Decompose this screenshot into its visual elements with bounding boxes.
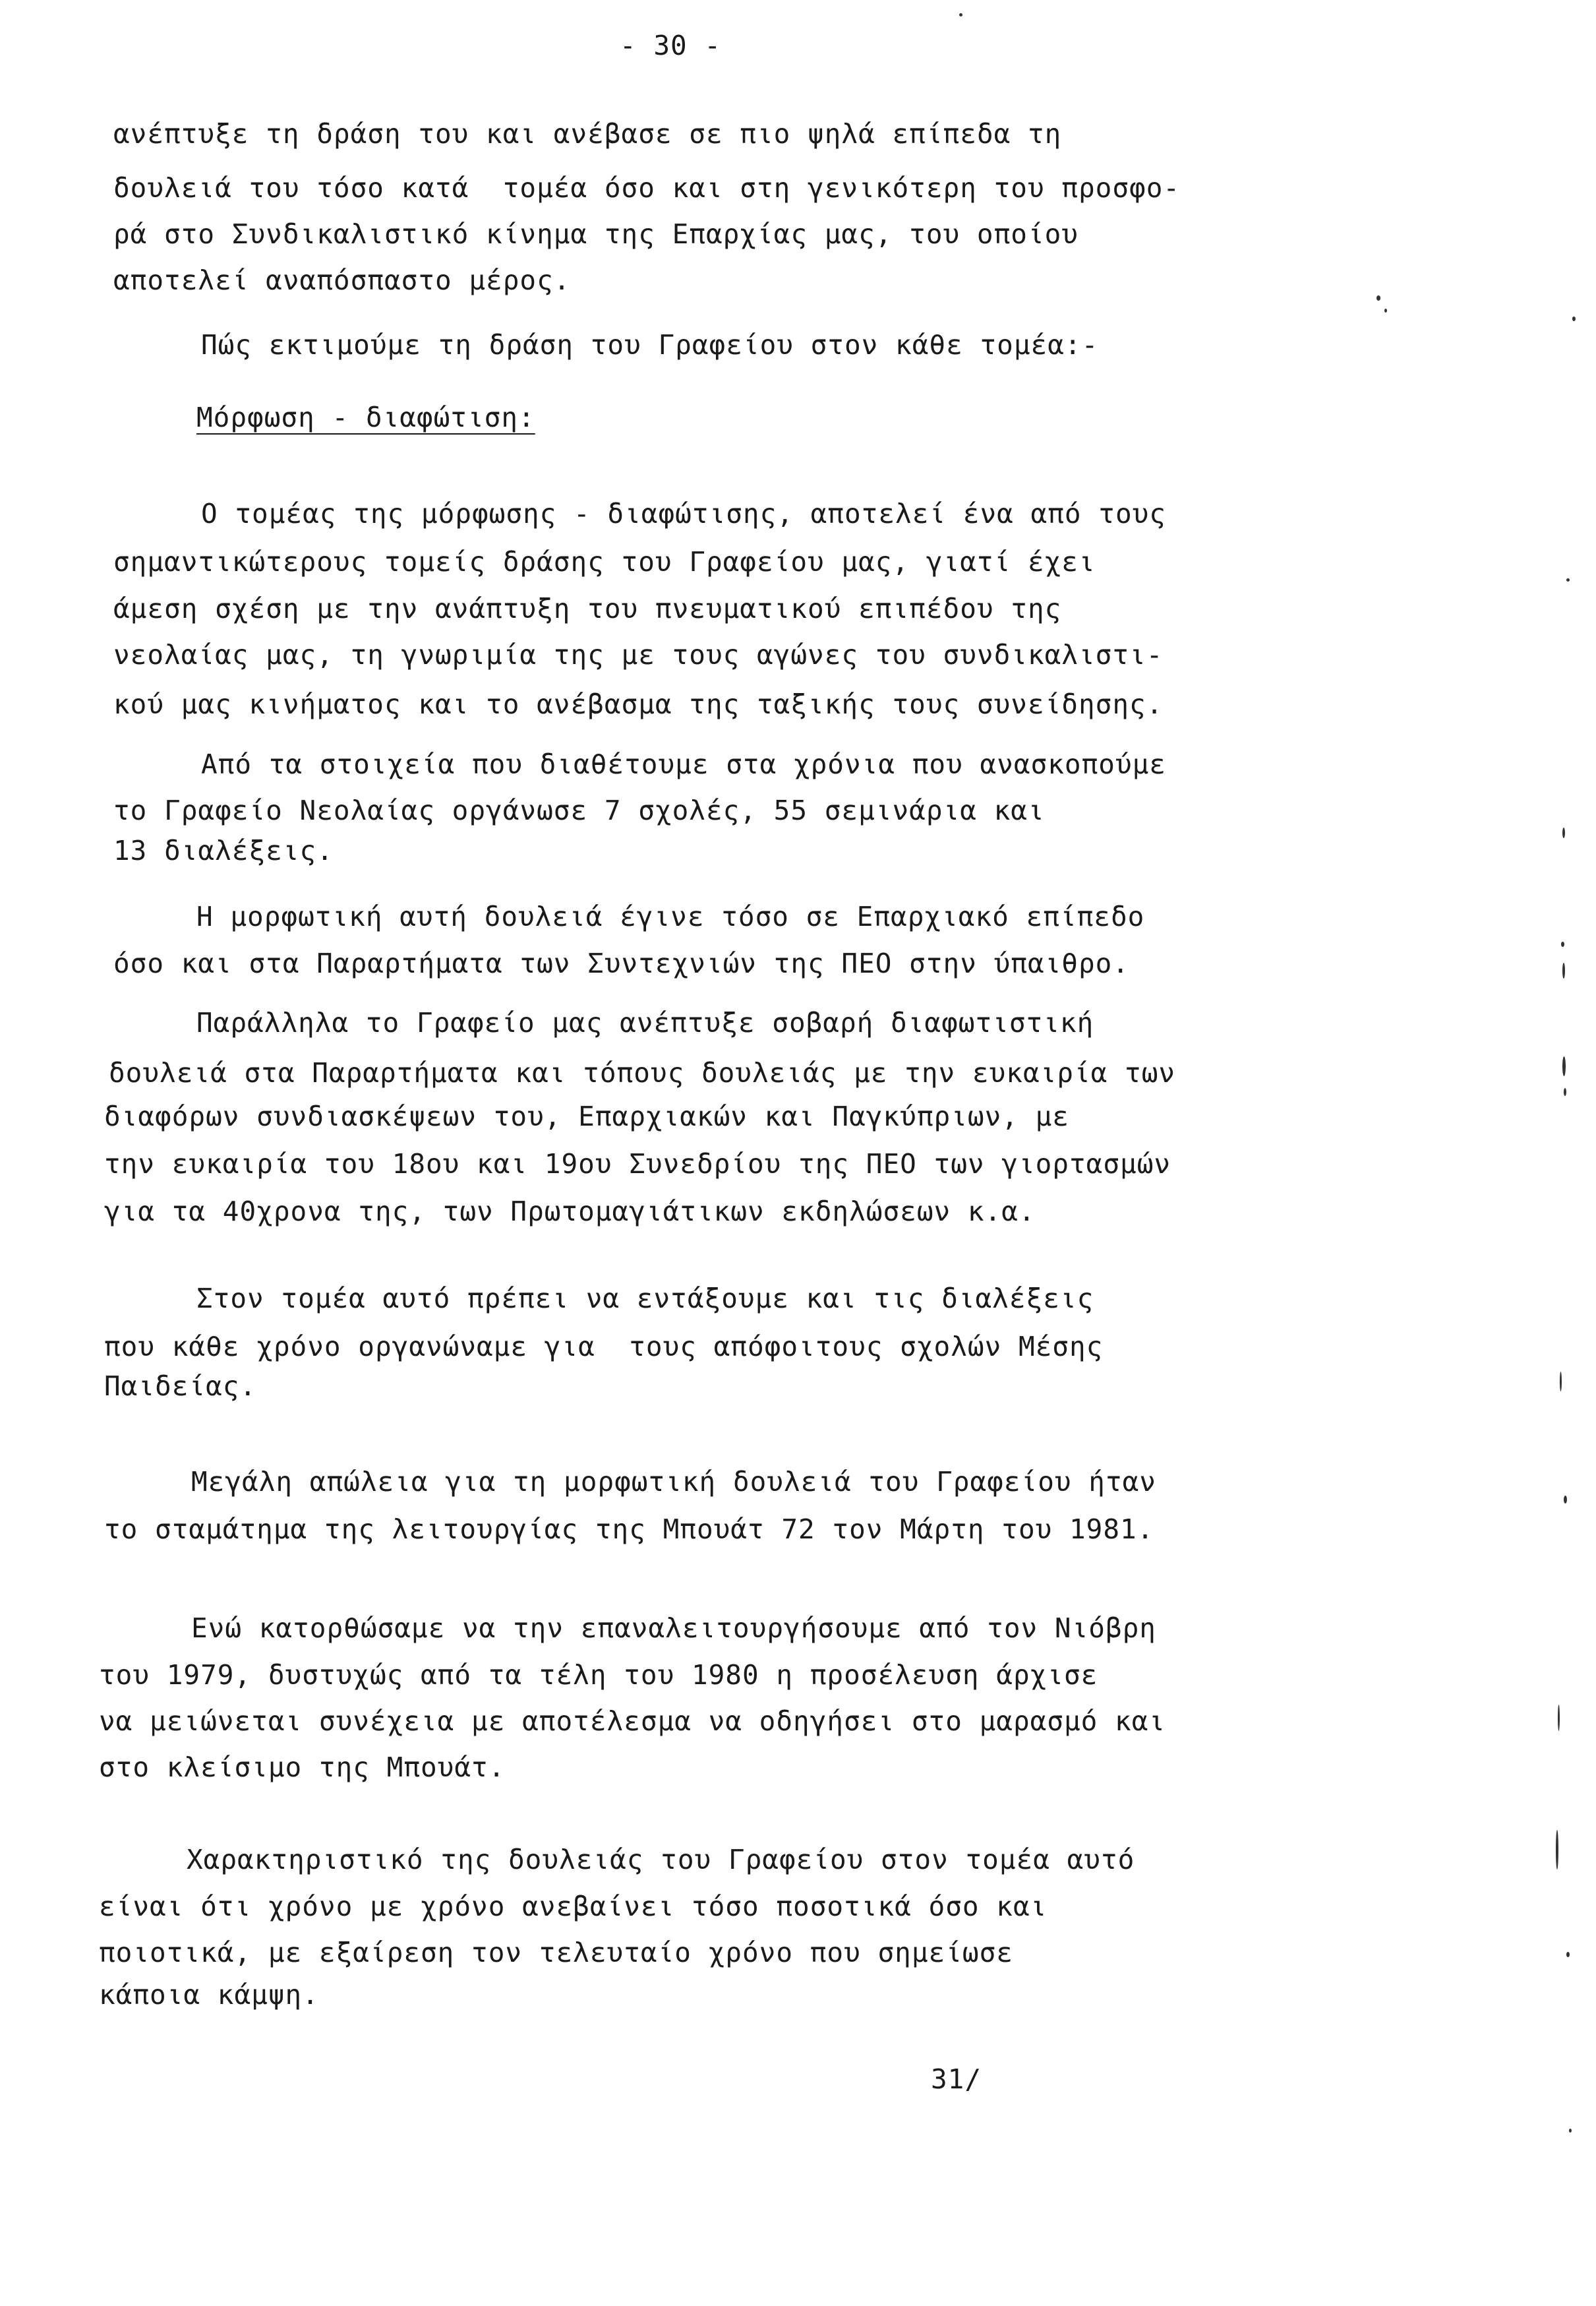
paragraph-2-line-1: Ο τομέας της μόρφωσης - διαφώτισης, αποτελεί ένα από τους bbox=[201, 498, 1166, 530]
paragraph-6-line-1: Στον τομέα αυτό πρέπει να εντάξουμε και τις διαλέξεις bbox=[196, 1283, 1094, 1314]
scan-speck bbox=[1572, 317, 1576, 321]
paragraph-6-line-2: που κάθε χρόνο οργανώναμε για τους απόφοιτους σχολών Μέσης bbox=[104, 1331, 1104, 1362]
paragraph-1-line-3: ρά στο Συνδικαλιστικό κίνημα της Επαρχίας μας, του οποίου bbox=[113, 218, 1079, 250]
paragraph-4-line-1: Η μορφωτική αυτή δουλειά έγινε τόσο σε Επαρχιακό επίπεδο bbox=[196, 901, 1145, 932]
paragraph-5-line-2: δουλειά στα Παραρτήματα και τόπους δουλειάς με την ευκαιρία των bbox=[109, 1057, 1176, 1089]
scan-speck bbox=[1566, 1952, 1570, 1957]
scan-speck bbox=[1384, 309, 1387, 313]
paragraph-1-line-2: δουλειά του τόσο κατά τομέα όσο και στη γενικότερη του προσφο- bbox=[113, 172, 1181, 204]
page-header: - 30 - bbox=[620, 30, 722, 61]
scan-speck bbox=[1562, 828, 1565, 838]
scan-speck bbox=[1564, 1088, 1566, 1096]
paragraph-9-line-4: κάποια κάμψη. bbox=[99, 1979, 319, 2011]
paragraph-2-line-5: κού μας κινήματος και το ανέβασμα της ταξικής τους συνείδησης. bbox=[113, 688, 1164, 720]
paragraph-4-line-2: όσο και στα Παραρτήματα των Συντεχνιών της ΠΕΟ στην ύπαιθρο. bbox=[113, 948, 1130, 979]
paragraph-7-line-2: το σταμάτημα της λειτουργίας της Μπουάτ 72 τον Μάρτη του 1981. bbox=[104, 1513, 1154, 1545]
scan-speck bbox=[1562, 963, 1565, 979]
paragraph-8-line-2: του 1979, δυστυχώς από τα τέλη του 1980 η προσέλευση άρχισε bbox=[99, 1659, 1098, 1691]
paragraph-3-line-1: Από τα στοιχεία που διαθέτουμε στα χρόνια που ανασκοπούμε bbox=[201, 748, 1166, 780]
paragraph-6-line-3: Παιδείας. bbox=[104, 1370, 257, 1402]
paragraph-8-line-1: Ενώ κατορθώσαμε να την επαναλειτουργήσουμε από τον Νιόβρη bbox=[191, 1612, 1156, 1644]
paragraph-2-line-4: νεολαίας μας, τη γνωριμία της με τους αγώνες του συνδικαλιστι- bbox=[113, 639, 1164, 671]
paragraph-8-line-3: να μειώνεται συνέχεια με αποτέλεσμα να οδηγήσει στο μαρασμό και bbox=[99, 1705, 1166, 1737]
intro-question: Πώς εκτιμούμε τη δράση του Γραφείου στον κάθε τομέα:- bbox=[201, 329, 1099, 361]
scan-speck bbox=[1561, 942, 1564, 947]
scan-speck bbox=[1376, 295, 1380, 301]
scan-speck bbox=[1569, 2129, 1572, 2133]
paragraph-8-line-4: στο κλείσιμο της Μπουάτ. bbox=[99, 1751, 506, 1783]
scan-speck bbox=[1562, 1056, 1566, 1076]
paragraph-3-line-2: το Γραφείο Νεολαίας οργάνωσε 7 σχολές, 55 σεμινάρια και bbox=[113, 795, 1045, 826]
paragraph-2-line-2: σημαντικώτερους τομείς δράσης του Γραφείου μας, γιατί έχει bbox=[113, 546, 1096, 578]
scan-speck bbox=[1564, 1496, 1567, 1503]
paragraph-7-line-1: Μεγάλη απώλεια για τη μορφωτική δουλειά του Γραφείου ήταν bbox=[191, 1466, 1156, 1498]
paragraph-1-line-4: αποτελεί αναπόσπαστο μέρος. bbox=[113, 264, 571, 296]
paragraph-5-line-5: για τα 40χρονα της, των Πρωτομαγιάτικων εκδηλώσεων κ.α. bbox=[104, 1196, 1036, 1227]
paragraph-5-line-3: διαφόρων συνδιασκέψεων του, Επαρχιακών και Παγκύπριων, με bbox=[104, 1101, 1069, 1132]
paragraph-5-line-1: Παράλληλα το Γραφείο μας ανέπτυξε σοβαρή διαφωτιστική bbox=[196, 1007, 1094, 1039]
paragraph-9-line-1: Χαρακτηριστικό της δουλειάς του Γραφείου στον τομέα αυτό bbox=[187, 1844, 1135, 1875]
paragraph-3-line-3: 13 διαλέξεις. bbox=[113, 835, 334, 866]
section-heading: Μόρφωση - διαφώτιση: bbox=[196, 402, 535, 433]
paragraph-5-line-4: την ευκαιρία του 18ου και 19ου Συνεδρίου της ΠΕΟ των γιορτασμών bbox=[104, 1148, 1171, 1180]
scan-speck bbox=[959, 13, 962, 16]
scan-speck bbox=[1558, 1705, 1560, 1731]
scan-speck bbox=[1560, 1372, 1562, 1391]
paragraph-1-line-1: ανέπτυξε τη δράση του και ανέβασε σε πιο ψηλά επίπεδα τη bbox=[113, 118, 1062, 150]
scan-speck bbox=[1556, 1830, 1558, 1869]
page-footer-next: 31/ bbox=[931, 2063, 982, 2095]
paragraph-9-line-2: είναι ότι χρόνο με χρόνο ανεβαίνει τόσο ποσοτικά όσο και bbox=[99, 1891, 1048, 1922]
paragraph-2-line-3: άμεση σχέση με την ανάπτυξη του πνευματικού επιπέδου της bbox=[113, 593, 1062, 624]
scan-speck bbox=[1566, 578, 1570, 582]
paragraph-9-line-3: ποιοτικά, με εξαίρεση τον τελευταίο χρόνο που σημείωσε bbox=[99, 1937, 1013, 1968]
